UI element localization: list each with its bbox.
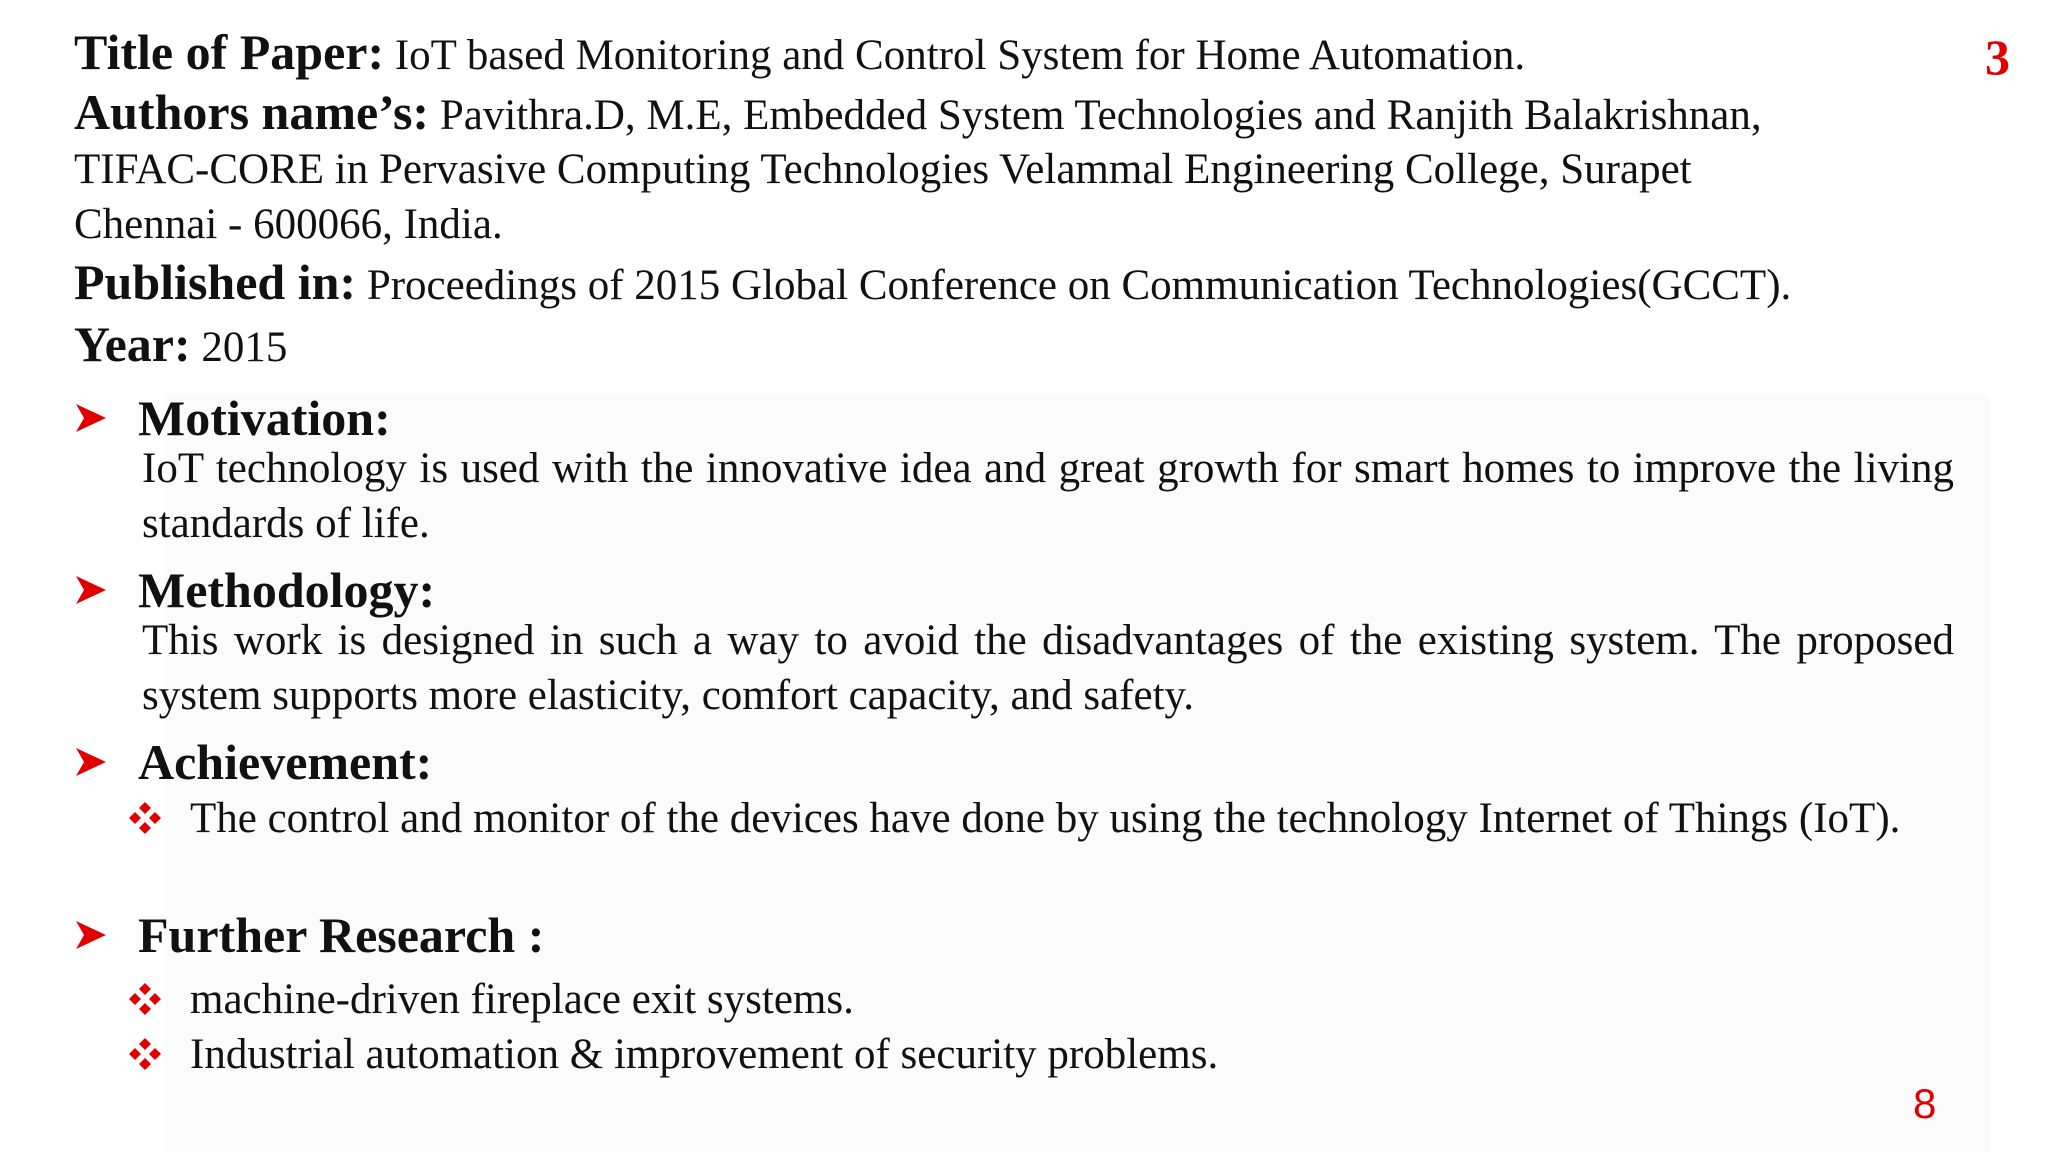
year-value: 2015: [201, 324, 288, 371]
arrowhead-icon: [74, 573, 108, 607]
authors-value-line3: Chennai - 600066, India.: [74, 201, 503, 248]
arrowhead-icon: [74, 401, 108, 435]
section-methodology: [74, 560, 435, 620]
motivation-text: IoT technology is used with the innovative idea and great growth for smart homes to improve the living standards of life.: [142, 445, 1954, 547]
methodology-heading: Methodology:: [138, 562, 436, 618]
year-label: Year:: [74, 316, 191, 372]
further-bullet-text: Industrial automation & improvement of security problems.: [190, 1031, 1219, 1078]
page-number: 8: [1913, 1080, 1937, 1127]
published-line: [74, 252, 1791, 312]
further-bullet-text: machine-driven fireplace exit systems.: [190, 976, 854, 1023]
title-label: Title of Paper:: [74, 24, 385, 80]
achievement-bullet: [128, 791, 1938, 846]
arrowhead-icon: [74, 745, 108, 779]
published-label: Published in:: [74, 254, 357, 310]
title-line: [74, 22, 1525, 82]
further-bullet: [128, 1027, 1938, 1082]
four-diamond-icon: [128, 1037, 162, 1071]
corner-slide-number: 3: [1985, 29, 2010, 85]
motivation-heading: Motivation:: [138, 390, 391, 446]
title-value: IoT based Monitoring and Control System for Home Automation.: [394, 32, 1526, 79]
authors-line: [74, 82, 1762, 142]
achievement-heading: Achievement:: [138, 734, 433, 790]
authors-label: Authors name’s:: [74, 84, 430, 140]
section-achievement: [74, 732, 432, 792]
year-line: [74, 314, 287, 374]
authors-value-line2: TIFAC-CORE in Pervasive Computing Technologies Velammal Engineering College, Surapet: [74, 146, 1692, 193]
section-further-research: [74, 905, 544, 965]
further-research-heading: Further Research :: [138, 907, 545, 963]
published-value: Proceedings of 2015 Global Conference on Communication Technologies(GCCT).: [366, 262, 1792, 309]
arrowhead-icon: [74, 918, 108, 952]
authors-value-line1: Pavithra.D, M.E, Embedded System Technologies and Ranjith Balakrishnan,: [439, 92, 1762, 139]
achievement-bullet-text: The control and monitor of the devices have done by using the technology Internet of Things (IoT).: [190, 795, 1901, 842]
four-diamond-icon: [128, 982, 162, 1016]
further-bullet: [128, 972, 1938, 1027]
section-motivation: [74, 388, 391, 448]
four-diamond-icon: [128, 801, 162, 835]
methodology-text: This work is designed in such a way to avoid the disadvantages of the existing system. The proposed system supports more elasticity, comfort capacity, and safety.: [142, 617, 1954, 719]
